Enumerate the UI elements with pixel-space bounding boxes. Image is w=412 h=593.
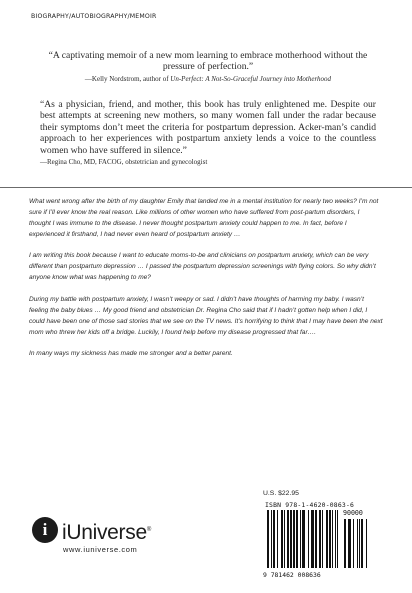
barcode-bar (293, 510, 295, 568)
barcode-bar (290, 510, 292, 568)
description-paragraph: During my battle with postpartum anxiety, I wasn’t weepy or sad. I didn’t have thoughts of harming my baby. I wasn’t feeling the baby blues … My good friend and obstetrician Dr. Regina Cho said that if I hadn’t gotten help when I did, I could have been one of those sad stories that we see on the TV news. It’s horrifying to think that I may have been the next mom who threw her kids off a bridge. Luckily, I found help before my disease progressed that far…. (29, 295, 383, 336)
barcode-bar (287, 510, 289, 568)
back-cover-description (29, 197, 383, 371)
praise-attribution: —Regina Cho, MD, FACOG, obstetrician and gynecologist (40, 158, 208, 167)
barcode-bar (315, 510, 317, 568)
barcode-bar (308, 510, 309, 568)
registered-mark: ® (146, 527, 151, 533)
divider-rule (0, 187, 412, 188)
barcode-bar (332, 510, 333, 568)
barcode-bar (311, 510, 314, 568)
barcode-bar (319, 510, 321, 568)
barcode-bar (344, 519, 346, 568)
publisher-logo-letter: i (42, 520, 48, 539)
barcode-bar (361, 519, 363, 568)
praise-attribution (40, 74, 376, 84)
isbn-label: ISBN 978-1-4620-0863-6 (265, 501, 355, 509)
description-paragraph: What went wrong after the birth of my daughter Emily that landed me in a mental institution for nearly two weeks? I’m not sure if I’ll ever know the real reason. Like millions of other women who have suffered from post-partum disorders, I thought I was immune to the disease. I never thought postpartum anxiety could happen to me. In fact, before I experienced it firsthand, I had never even heard of postpartum anxiety … (29, 198, 379, 238)
barcode-bar (273, 510, 275, 568)
description-paragraph: In many ways my sickness has made me stronger and a better parent. (29, 350, 233, 358)
description-paragraph: I am writing this book because I want to educate moms-to-be and clinicians on postpartum anxiety, which can be very different than postpartum depression … I passed the postpartum depression screenings with flying colors. So why didn’t anyone know what was happening to me? (29, 252, 376, 282)
barcode-bar (337, 510, 338, 568)
praise-quote-2 (40, 99, 376, 167)
barcode-bar (271, 510, 272, 568)
barcode-bar (326, 510, 328, 568)
barcode-bar (322, 510, 323, 568)
barcode-number: 9 781462 008636 (263, 571, 321, 579)
praise-quote-1 (40, 50, 376, 84)
barcode-bar (329, 510, 331, 568)
attribution-name: —Kelly Nordstrom, author of (84, 74, 171, 83)
barcode-bar (300, 510, 301, 568)
barcode-bar (359, 519, 360, 568)
barcode-bar (302, 510, 305, 568)
publisher-logo-icon (32, 517, 58, 543)
barcode-bar (281, 510, 283, 568)
barcode-bar (366, 519, 367, 568)
category-label: BIOGRAPHY/AUTOBIOGRAPHY/MEMOIR (31, 13, 157, 20)
price-label: U.S. $22.95 (263, 490, 299, 497)
isbn-barcode (267, 510, 341, 568)
barcode-bar (296, 510, 298, 568)
praise-quote-text: “As a physician, friend, and mother, this book has truly enlightened me. Despite our best attempts at screening new mothers, so many women fall under the radar because their symptoms don’t meet the criteria for postpartum depression. Acker-man’s candid approach to her experiences with postpartum anxiety lends a voice to the countless women who have suffered in silence.” (40, 99, 376, 156)
price-addon-barcode (344, 519, 370, 568)
barcode-bar (277, 510, 278, 568)
barcode-bar (267, 510, 269, 568)
attribution-book-title: Un-Perfect: A Not-So-Graceful Journey into Motherhood (170, 74, 332, 83)
publisher-name (62, 518, 151, 545)
barcode-bar (335, 510, 336, 568)
barcode-bar (353, 519, 354, 568)
publisher-url: www.iuniverse.com (63, 545, 138, 554)
publisher-logo (30, 514, 200, 584)
barcode-bar (357, 519, 358, 568)
praise-quote-text: “A captivating memoir of a new mom learning to embrace motherhood without the pressure of perfection.” (48, 50, 368, 73)
publisher-name-text: iUniverse (62, 521, 147, 544)
barcode-bar (284, 510, 285, 568)
barcode-bar (348, 519, 351, 568)
price-code: 90000 (343, 509, 363, 517)
